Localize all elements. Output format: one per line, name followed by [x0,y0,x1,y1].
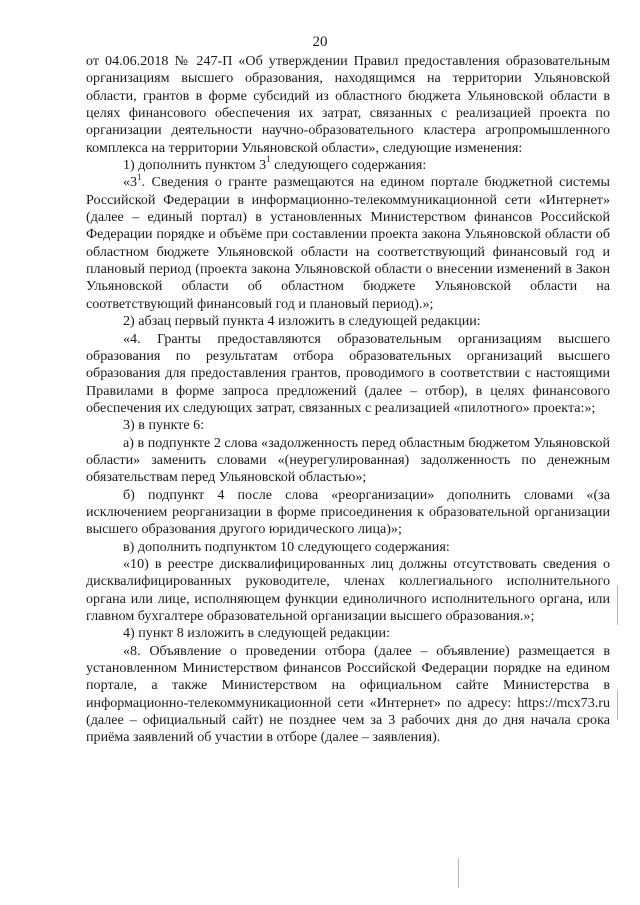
paragraph-item-1-text-a: 1) дополнить пунктом 3 [123,157,267,174]
scan-edge-mark [617,585,618,625]
paragraph-item-3c: в) дополнить подпунктом 10 следующего содержания: [123,538,450,555]
paragraph-item-3a: а) в подпункте 2 слова «задолженность перед областным бюджетом Ульяновской области» заменить словами «(неурегулированная) задолженность по денежным обязательствам перед Ульяновской областью»; [86,434,610,486]
paragraph-item-3c-quote: «10) в реестре дисквалифицированных лиц должны отсутствовать сведения о дисквалифицированных руководителе, членах коллегиального исполнительного органа или лице, исполняющем функции единоличного исполнительного органа, или главном бухгалтере образовательной организации высшего образования.»; [86,555,610,624]
paragraph-item-1-quote [86,171,610,313]
paragraph-item-2-quote: «4. Гранты предоставляются образовательным организациям высшего образования по результатам отбора образовательных организаций высшего образования для предоставления грантов, проводимого в соответствии с настоящими Правилами в форме запроса предложений (далее – отбор), в целях финансового обеспечения их следующих затрат, связанных с реализацией «пилотного» проекта:»; [86,330,610,416]
scan-edge-mark [458,858,459,888]
paragraph-item-3: 3) в пункте 6: [123,417,205,434]
superscript-1: 1 [266,154,271,165]
paragraph-item-3b: б) подпункт 4 после слова «реорганизации» дополнить словами «(за исключением реорганизации в форме присоединения к образовательной организации высшего образования другого юридического лица)»; [86,486,610,538]
paragraph-item-1-quote-text-b: . Сведения о гранте размещаются на едином портале бюджетной системы Российской Федерации в информационно-телекоммуникационной сети «Интернет» (далее – единый портал) в установленных Министерством финансов Российской Федерации порядке и объёме при составлении проекта закона Ульяновской области об областном бюджете Ульяновской области на соответствующий финансовый год и плановый период (проекта закона Ульяновской области о внесении изменений в Закон Ульяновской области об областном бюджете Ульяновской области на соответствующий финансовый год и плановый период).»; [86,174,610,312]
page-number: 20 [312,34,328,50]
paragraph-intro: от 04.06.2018 № 247-П «Об утверждении Правил предоставления образовательным организациям высшего образования, находящимся на территории Ульяновской области, грантов в форме субсидий из областного бюджета Ульяновской области в целях финансового обеспечения их затрат, связанных с реализацией проекта по организации деятельности научно-образовательного кластера агропромышленного комплекса на территории Ульяновской области», следующие изменения: [86,53,610,156]
paragraph-item-1-quote-text-a: «3 [123,174,138,191]
paragraph-item-2: 2) абзац первый пункта 4 изложить в следующей редакции: [123,313,481,330]
scan-edge-mark [617,690,618,720]
paragraph-item-4-quote: «8. Объявление о проведении отбора (далее – объявление) размещается в установленном Министерством финансов Российской Федерации порядке на едином портале, а также Министерством на официальном сайте Министерства в информационно-телекоммуникационной сети «Интернет» по адресу: https://mcx73.ru (далее – официальный сайт) не позднее чем за 3 рабочих дня до дня начала срока приёма заявлений об участии в отборе (далее – заявления). [86,642,610,746]
paragraph-item-4: 4) пункт 8 изложить в следующей редакции: [123,625,390,642]
superscript-1: 1 [137,171,142,182]
paragraph-item-1 [86,154,610,174]
paragraph-item-1-text-b: следующего содержания: [270,157,427,174]
document-body [86,53,610,747]
